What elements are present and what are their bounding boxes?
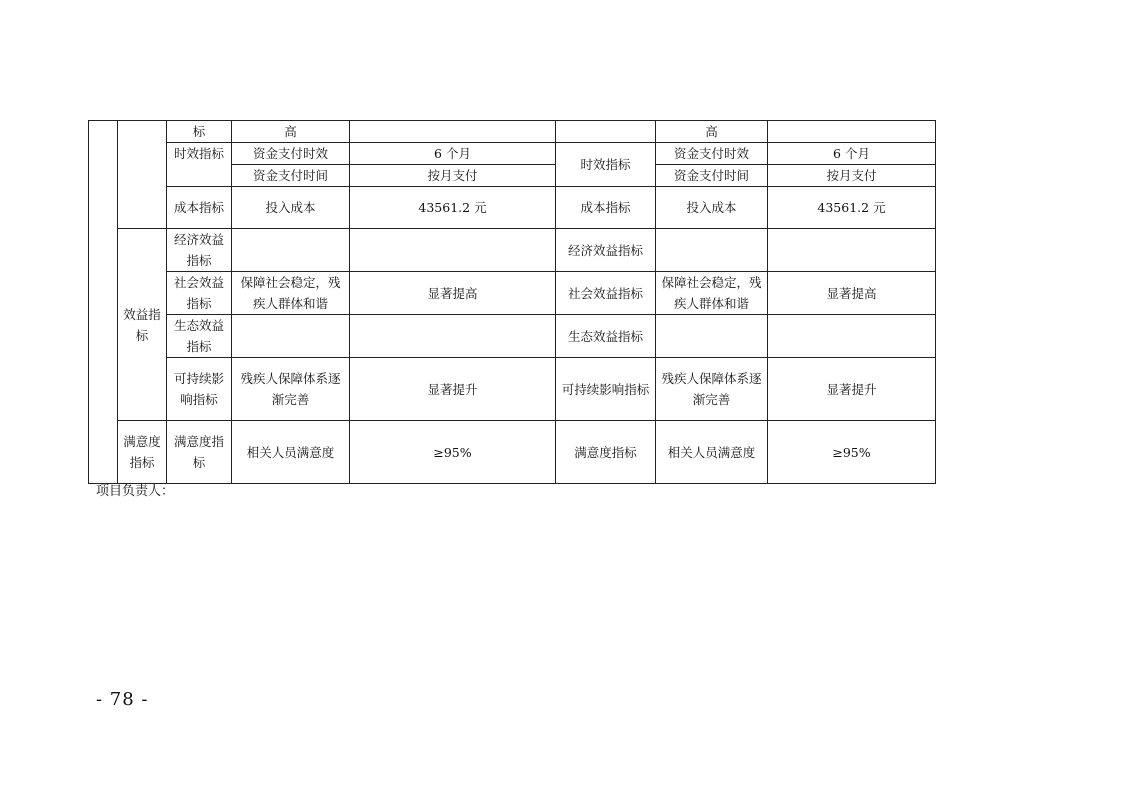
right-sub-indicator-cell: 经济效益指标 <box>556 229 656 272</box>
indicator-cell: 相关人员满意度 <box>232 421 350 484</box>
indicator-cell: 残疾人保障体系逐渐完善 <box>232 358 350 421</box>
right-indicator-cell: 投入成本 <box>656 187 768 229</box>
right-indicator-cell <box>656 229 768 272</box>
value-cell <box>350 121 556 143</box>
right-sub-indicator-cell: 可持续影响指标 <box>556 358 656 421</box>
right-indicator-cell: 资金支付时效 <box>656 143 768 165</box>
indicator-cell: 投入成本 <box>232 187 350 229</box>
value-cell: ≥95% <box>350 421 556 484</box>
right-value-cell <box>768 229 936 272</box>
indicator-cell: 资金支付时间 <box>232 165 350 187</box>
value-cell: 显著提升 <box>350 358 556 421</box>
right-indicator-cell <box>656 315 768 358</box>
indicator-cell <box>232 229 350 272</box>
table-row <box>89 315 936 358</box>
table-row <box>89 143 936 165</box>
table-row <box>89 358 936 421</box>
value-cell <box>350 229 556 272</box>
indicator-cell: 高 <box>232 121 350 143</box>
sub-indicator-cell: 时效指标 <box>167 143 232 187</box>
value-cell: 显著提高 <box>350 272 556 315</box>
indicator-cell: 保障社会稳定，残疾人群体和谐 <box>232 272 350 315</box>
left-margin-cell <box>89 121 118 484</box>
right-value-cell: 6 个月 <box>768 143 936 165</box>
right-sub-indicator-cell: 满意度指标 <box>556 421 656 484</box>
right-value-cell <box>768 121 936 143</box>
category-cell-output <box>118 121 167 229</box>
indicator-cell: 资金支付时效 <box>232 143 350 165</box>
sub-indicator-cell: 满意度指标 <box>167 421 232 484</box>
sub-indicator-cell: 经济效益指标 <box>167 229 232 272</box>
sub-indicator-cell: 社会效益指标 <box>167 272 232 315</box>
sub-indicator-cell: 成本指标 <box>167 187 232 229</box>
value-cell: 43561.2 元 <box>350 187 556 229</box>
category-cell-benefit: 效益指标 <box>118 229 167 421</box>
right-indicator-cell: 残疾人保障体系逐渐完善 <box>656 358 768 421</box>
table-row <box>89 121 936 143</box>
right-sub-indicator-cell <box>556 121 656 143</box>
right-indicator-cell: 资金支付时间 <box>656 165 768 187</box>
sub-indicator-cell: 生态效益指标 <box>167 315 232 358</box>
right-indicator-cell: 高 <box>656 121 768 143</box>
right-sub-indicator-cell: 时效指标 <box>556 143 656 187</box>
table-row <box>89 421 936 484</box>
right-indicator-cell: 相关人员满意度 <box>656 421 768 484</box>
page-number: - 78 - <box>96 689 149 710</box>
indicator-cell <box>232 315 350 358</box>
sub-indicator-cell: 可持续影响指标 <box>167 358 232 421</box>
table-row <box>89 272 936 315</box>
category-cell-satisfaction: 满意度指标 <box>118 421 167 484</box>
project-leader-label: 项目负责人： <box>96 484 175 499</box>
right-sub-indicator-cell: 成本指标 <box>556 187 656 229</box>
right-value-cell: 按月支付 <box>768 165 936 187</box>
value-cell: 6 个月 <box>350 143 556 165</box>
sub-indicator-cell: 标 <box>167 121 232 143</box>
right-sub-indicator-cell: 生态效益指标 <box>556 315 656 358</box>
table-row <box>89 187 936 229</box>
right-value-cell: 显著提升 <box>768 358 936 421</box>
right-sub-indicator-cell: 社会效益指标 <box>556 272 656 315</box>
performance-indicator-table <box>88 120 936 484</box>
right-value-cell: 43561.2 元 <box>768 187 936 229</box>
value-cell: 按月支付 <box>350 165 556 187</box>
value-cell <box>350 315 556 358</box>
right-value-cell <box>768 315 936 358</box>
table-row <box>89 229 936 272</box>
right-value-cell: ≥95% <box>768 421 936 484</box>
right-indicator-cell: 保障社会稳定，残疾人群体和谐 <box>656 272 768 315</box>
right-value-cell: 显著提高 <box>768 272 936 315</box>
